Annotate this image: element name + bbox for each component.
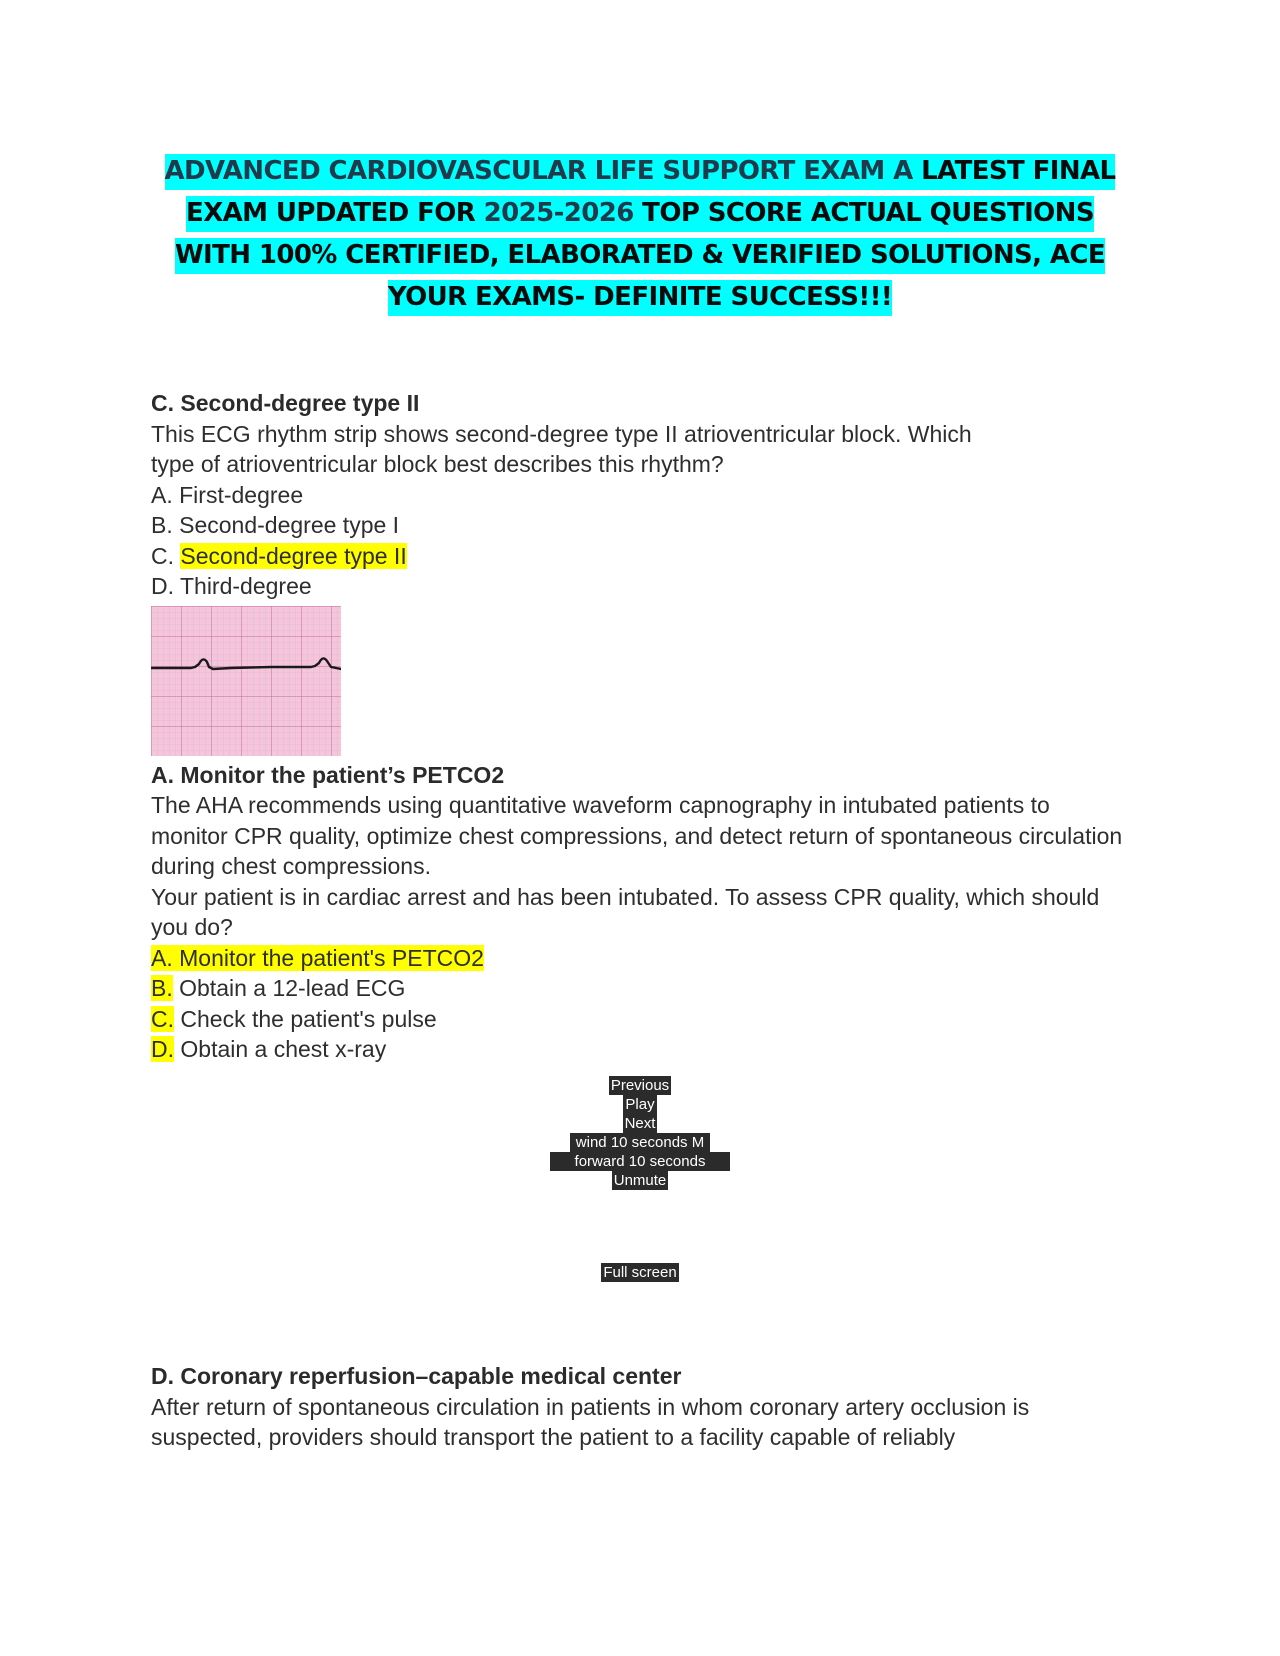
q2-option-a <box>151 943 1131 974</box>
q1-option-b <box>151 510 1131 541</box>
q1-option-a-text: First-degree <box>179 481 304 508</box>
next-button[interactable]: Next <box>624 1115 656 1132</box>
q1-option-a-letter: A. <box>151 481 180 508</box>
q1-question-text: This ECG rhythm strip shows second-degree type II atrioventricular block. Which type of atrioventricular block best describes this rhythm? <box>151 420 972 477</box>
q2-option-b <box>151 973 1131 1004</box>
q2-rationale-text: The AHA recommends using quantitative waveform capnography in intubated patients to monitor CPR quality, optimize chest compressions, and detect return of spontaneous circulation during chest compressions. <box>151 792 1123 879</box>
title-part-1: ADVANCED CARDIOVASCULAR LIFE SUPPORT EXAM A <box>164 156 913 186</box>
q2-answer-heading: A. Monitor the patient’s PETCO2 <box>151 761 505 788</box>
fullscreen-control <box>500 1263 780 1282</box>
q2-option-b-text: Obtain a 12-lead ECG <box>172 975 406 1001</box>
q2-question-text: Your patient is in cardiac arrest and has been intubated. To assess CPR quality, which should you do? <box>151 883 1100 940</box>
forward-button[interactable]: forward 10 seconds <box>550 1152 730 1171</box>
previous-button[interactable]: Previous <box>610 1077 670 1094</box>
title-part-3: 2025-2026 <box>483 198 634 228</box>
q1-option-d-letter: D. <box>151 573 180 599</box>
q2-option-a-highlight <box>151 945 484 971</box>
q1-answer-heading: C. Second-degree type II <box>151 390 420 416</box>
fullscreen-button[interactable]: Full screen <box>603 1264 677 1281</box>
q3-answer-heading: D. Coronary reperfusion–capable medical center <box>151 1363 682 1389</box>
q2-option-c <box>151 1004 1131 1035</box>
title-part-2: LATEST FINAL EXAM UPDATED FOR <box>186 156 1116 228</box>
q2-option-b-letter: B. <box>151 975 173 1001</box>
q1-option-b-letter: B. <box>151 512 180 538</box>
q2-option-d-letter: D. <box>151 1036 174 1062</box>
q1-option-c-letter: C. <box>151 542 181 569</box>
play-button[interactable]: Play <box>625 1096 655 1113</box>
q1-option-a <box>151 480 1131 511</box>
document-title <box>150 150 1130 318</box>
q1-option-c <box>151 541 1131 572</box>
q2-option-c-text: Check the patient's pulse <box>174 1005 437 1032</box>
q2-option-c-letter: C. <box>151 1005 174 1032</box>
media-player-controls <box>500 1076 780 1190</box>
ecg-rhythm-strip-image <box>151 606 341 756</box>
q3-rationale-text: After return of spontaneous circulation in patients in whom coronary artery occlusion is suspected, providers should transport the patient to a facility capable of reliably <box>151 1393 1030 1450</box>
q1-option-d-text: Third-degree <box>179 573 312 599</box>
q1-option-b-text: Second-degree type I <box>179 512 400 538</box>
rewind-button[interactable]: wind 10 seconds M <box>570 1133 710 1152</box>
unmute-button[interactable]: Unmute <box>613 1172 667 1189</box>
title-highlight <box>165 154 1116 316</box>
q2-option-d-text: Obtain a chest x-ray <box>174 1036 387 1062</box>
question-block-3 <box>151 1361 1131 1453</box>
q1-option-c-text-highlighted: Second-degree type II <box>180 542 407 569</box>
title-part-4: TOP SCORE ACTUAL QUESTIONS WITH 100% CERTIFIED, ELABORATED & VERIFIED SOLUTIONS, ACE YOUR EXAMS- DEFINITE SUCCESS!!! <box>174 198 1106 312</box>
q2-option-a-text: Monitor the patient's PETCO2 <box>172 944 484 971</box>
q1-option-d <box>151 571 1131 602</box>
q2-option-d <box>151 1034 1131 1065</box>
q2-option-a-letter: A. <box>151 944 173 971</box>
question-block-1-2 <box>151 388 1131 1065</box>
